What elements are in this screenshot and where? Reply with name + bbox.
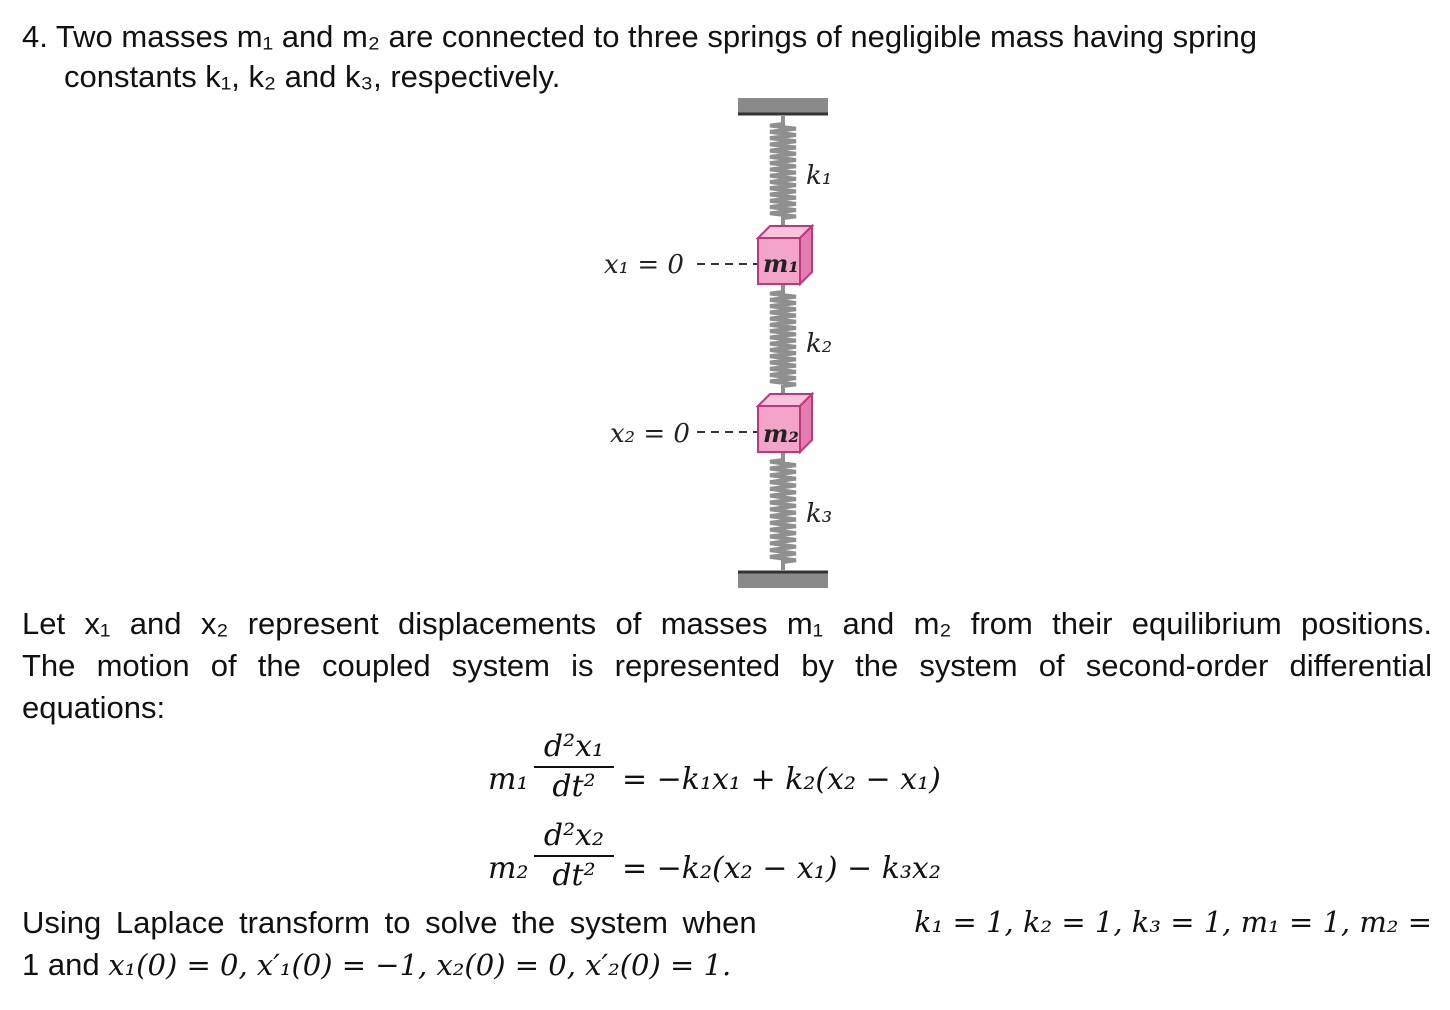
task-line-2 bbox=[22, 944, 1432, 986]
eq1-numerator: d²x₁ bbox=[543, 729, 605, 764]
spring-label-k1: k₁ bbox=[806, 161, 833, 191]
task-line-2-math: x₁(0) = 0, x′₁(0) = −1, x₂(0) = 0, x′₂(0) = 1. bbox=[108, 948, 732, 982]
eq2-rhs: = −k₂(x₂ − x₁) − k₃x₂ bbox=[622, 851, 941, 886]
spring-label-k2: k₂ bbox=[806, 329, 833, 359]
eq1-rhs: = −k₁x₁ + k₂(x₂ − x₁) bbox=[622, 762, 941, 797]
eq2-lhs-coefficient: m₂ bbox=[488, 851, 529, 886]
intro-line-2: constants k₁, k₂ and k₃, respectively. bbox=[64, 59, 561, 94]
spring-mass-figure bbox=[590, 92, 950, 592]
problem-intro bbox=[22, 16, 1432, 57]
task-line-2-lead: 1 and bbox=[22, 947, 100, 982]
eq1-denominator: dt² bbox=[552, 769, 596, 804]
mass-m1 bbox=[758, 226, 812, 284]
top-support-plate bbox=[738, 98, 828, 114]
task-line-1-math: k₁ = 1, k₂ = 1, k₃ = 1, m₁ = 1, m₂ = bbox=[914, 905, 1432, 939]
task-line-1-text: Using Laplace transform to solve the system when bbox=[22, 905, 757, 940]
x2-zero-label: x₂ = 0 bbox=[610, 419, 690, 449]
eq2-denominator: dt² bbox=[552, 858, 596, 893]
mass-m2 bbox=[758, 394, 812, 452]
spring-k1 bbox=[770, 116, 796, 226]
intro-line-1: Two masses m₁ and m₂ are connected to three springs of negligible mass having spring bbox=[55, 19, 1258, 54]
spring-k3 bbox=[770, 452, 796, 570]
spring-k2 bbox=[770, 284, 796, 394]
springs bbox=[770, 116, 796, 570]
eq2-fraction bbox=[534, 819, 614, 893]
spring-label-k3: k₃ bbox=[806, 499, 833, 529]
paragraph-line-1: Let x₁ and x₂ represent displacements of masses m₁ and m₂ from their equilibrium positions. bbox=[22, 606, 1432, 641]
mass-label-m2: m₂ bbox=[763, 419, 799, 448]
mass-label-m1: m₁ bbox=[763, 249, 799, 278]
bottom-support-plate bbox=[738, 572, 828, 588]
x1-zero-label: x₁ = 0 bbox=[604, 250, 684, 280]
eq1-lhs-coefficient: m₁ bbox=[488, 762, 529, 797]
paragraph-line-2: The motion of the coupled system is represented by the system of second-order differential bbox=[22, 648, 1432, 683]
problem-number: 4. bbox=[22, 19, 48, 54]
paragraph-line-3: equations: bbox=[22, 690, 166, 725]
eq1-fraction bbox=[534, 730, 614, 804]
task-line-1 bbox=[22, 902, 1432, 943]
eq2-numerator: d²x₂ bbox=[543, 818, 605, 853]
